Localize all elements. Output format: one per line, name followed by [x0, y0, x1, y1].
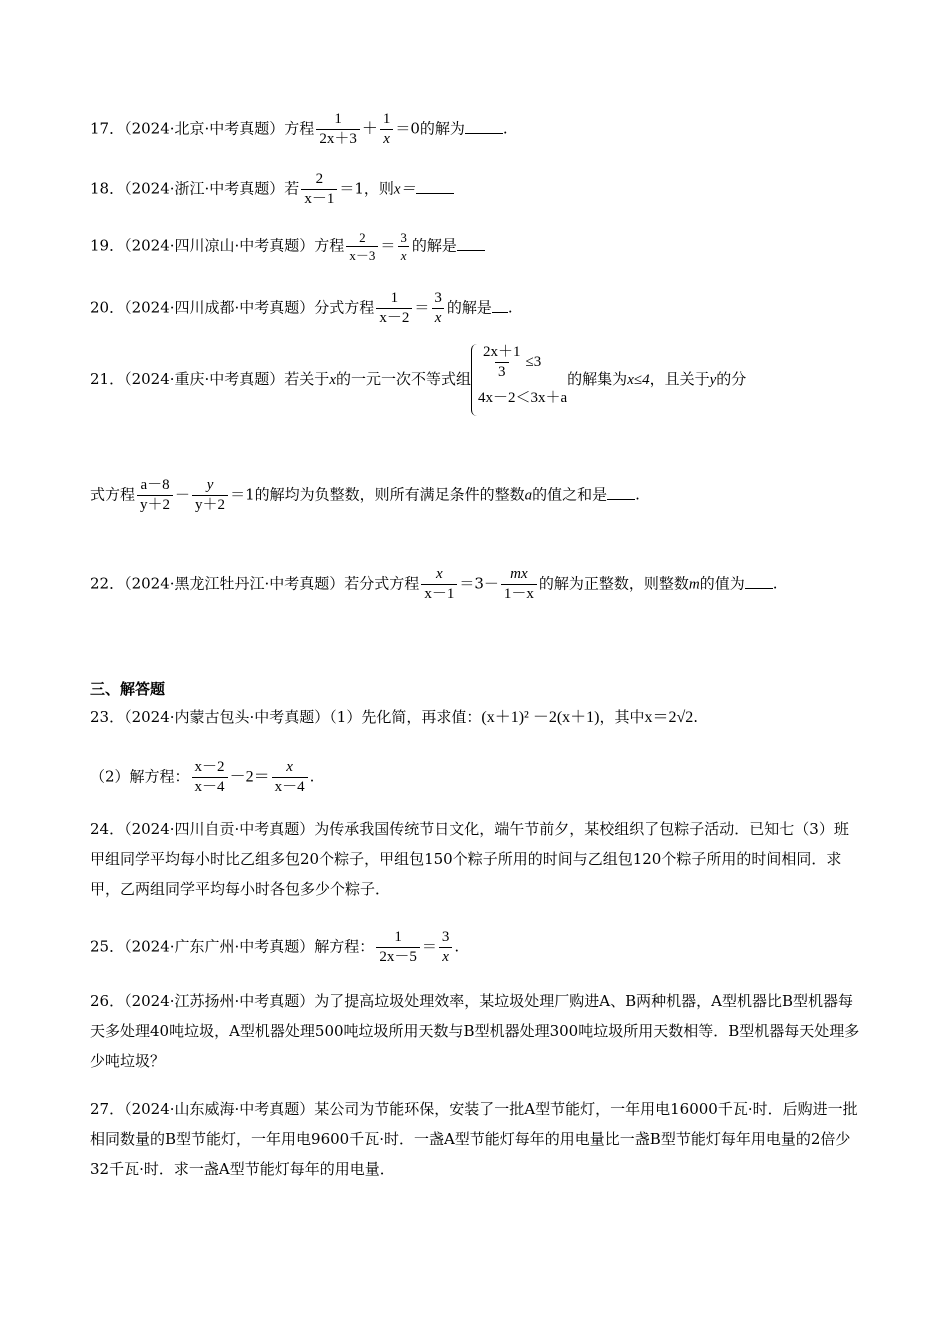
operator: ＝ — [380, 236, 396, 255]
question-number: 20． — [90, 298, 125, 317]
question-number: 17． — [90, 119, 125, 138]
fraction — [439, 930, 453, 965]
fraction — [192, 760, 228, 795]
denominator: x－4 — [192, 777, 228, 795]
denominator: x－1 — [301, 189, 337, 207]
denominator: x — [439, 947, 452, 965]
denominator: x — [398, 246, 410, 262]
question-text: 的值之和是 — [532, 485, 608, 504]
expression: (x＋1)² －2(x＋1) — [481, 709, 600, 726]
numerator: a－8 — [140, 477, 170, 493]
denominator: x－3 — [346, 246, 378, 262]
question-text: ＝1，则 — [339, 179, 394, 198]
question-source: （2024·四川凉山·中考真题）方程 — [124, 236, 345, 255]
question-text: 式方程 — [90, 485, 136, 504]
punctuation: . — [693, 708, 699, 726]
question-23-part-2 — [90, 760, 314, 795]
question-text: 的值为 — [699, 574, 745, 593]
punctuation: . — [309, 767, 315, 786]
denominator: x — [432, 308, 445, 326]
question-17 — [90, 112, 508, 147]
numerator: 1 — [390, 290, 399, 306]
variable: m — [688, 576, 700, 593]
denominator: x－1 — [421, 584, 457, 602]
denominator: x — [380, 129, 393, 147]
numerator: x－2 — [194, 759, 225, 775]
question-24: 24．（2024·四川自贡·中考真题）为传承我国传统节日文化，端午节前夕，某校组织了包粽子活动．已知七（3）班甲组同学平均每小时比乙组多包20个粽子，甲组包150个粽子所用的时间与乙组包120个粽子所用的时间相同．求甲，乙两组同学平均每小时各包多少个粽子． — [90, 820, 849, 898]
question-source: （2024·内蒙古包头·中考真题）（1）先化简，再求值： — [124, 708, 482, 726]
answer-blank[interactable] — [457, 250, 485, 251]
numerator: 3 — [441, 929, 450, 945]
fraction — [431, 291, 445, 326]
fraction — [137, 478, 173, 513]
answer-blank[interactable] — [607, 499, 635, 500]
relation: ≤3 — [525, 353, 542, 370]
question-source: （2024·北京·中考真题）方程 — [124, 119, 315, 138]
answer-blank[interactable] — [745, 588, 773, 589]
punctuation: . — [502, 119, 508, 138]
denominator: x－4 — [272, 777, 308, 795]
question-number: 23． — [90, 708, 125, 726]
denominator: 2x＋3 — [316, 129, 360, 147]
question-text: （2）解方程： — [90, 767, 190, 786]
question-text: ，且关于 — [649, 370, 710, 388]
answer-blank[interactable] — [465, 133, 503, 134]
fraction — [376, 930, 420, 965]
denominator: 1－x — [501, 584, 537, 602]
variable: a — [524, 487, 533, 504]
operator: ＝ — [421, 937, 437, 956]
given-value: x＝2√2 — [644, 709, 694, 726]
fraction — [397, 231, 410, 262]
answer-blank[interactable] — [416, 193, 454, 194]
question-25 — [90, 930, 459, 965]
question-text: 的分 — [716, 370, 747, 388]
question-source: （2024·四川成都·中考真题）分式方程 — [124, 298, 375, 317]
fraction — [421, 567, 457, 602]
question-18 — [90, 172, 454, 207]
numerator: x — [435, 566, 443, 582]
denominator: 3 — [495, 362, 509, 380]
solution-set: x≤4 — [627, 372, 650, 388]
question-23 — [90, 710, 698, 726]
inequality-row: 4x－2＜3x＋a — [478, 389, 568, 406]
question-20 — [90, 291, 513, 326]
numerator: 2 — [359, 230, 366, 245]
operator: －2＝ — [229, 768, 270, 786]
question-21 — [90, 344, 746, 416]
operator: ＝1 — [230, 485, 255, 504]
question-text: 的解集为 — [567, 370, 628, 388]
question-text: 的解均为负整数，则所有满足条件的整数 — [254, 485, 525, 504]
question-26: 26．（2024·江苏扬州·中考真题）为了提高垃圾处理效率，某垃圾处理厂购进A、B两种机器，A型机器比B型机器每天多处理40吨垃圾，A型机器处理500吨垃圾所用天数与B型机器处理300吨垃圾所用天数相等．B型机器每天处理多少吨垃圾？ — [90, 992, 860, 1070]
question-number: 22． — [90, 574, 125, 593]
operator: ＝3－ — [459, 574, 499, 593]
variable: x＝ — [393, 181, 416, 198]
fraction — [192, 478, 228, 513]
fraction — [316, 112, 360, 147]
question-text: 的解是 — [446, 298, 492, 317]
question-text: ，其中 — [599, 708, 645, 726]
numerator: x — [286, 759, 293, 775]
numerator: 3 — [434, 290, 442, 306]
denominator: y＋2 — [192, 495, 228, 513]
fraction — [301, 172, 337, 207]
fraction — [480, 345, 524, 380]
variable: x — [329, 372, 336, 388]
question-number: 25． — [90, 937, 125, 956]
question-number: 18． — [90, 179, 125, 198]
question-21-continued — [90, 478, 640, 513]
numerator: mx — [510, 566, 528, 582]
question-text: ＝0的解为 — [395, 119, 465, 138]
denominator: x－2 — [376, 308, 412, 326]
numerator: 1 — [382, 111, 391, 127]
denominator: y＋2 — [137, 495, 173, 513]
numerator: y — [206, 477, 214, 493]
operator: ＋ — [361, 120, 378, 138]
question-text: 的一元一次不等式组 — [335, 370, 471, 388]
numerator: 1 — [334, 111, 342, 127]
operator: ＝ — [414, 298, 430, 317]
fraction — [376, 291, 412, 326]
question-number: 19． — [90, 236, 125, 255]
fraction — [272, 760, 308, 795]
question-source: （2024·重庆·中考真题）若关于 — [124, 370, 330, 388]
fraction — [380, 112, 394, 147]
fraction — [346, 231, 378, 262]
numerator: 1 — [394, 929, 402, 945]
question-22 — [90, 567, 778, 602]
question-source: （2024·浙江·中考真题）若 — [124, 179, 300, 198]
section-heading: 三、解答题 — [90, 680, 166, 698]
question-source: （2024·广东广州·中考真题）解方程： — [124, 937, 375, 956]
fraction — [501, 567, 537, 602]
inequality-system — [471, 344, 567, 416]
punctuation: . — [507, 298, 513, 317]
question-text: 的解是 — [411, 236, 457, 255]
question-text: 的解为正整数，则整数 — [538, 574, 689, 593]
question-number: 21． — [90, 370, 125, 388]
question-27: 27．（2024·山东威海·中考真题）某公司为节能环保，安装了一批A型节能灯，一年用电16000千瓦·时．后购进一批相同数量的B型节能灯，一年用电9600千瓦·时．一盏A型节能灯每年的用电量比一盏B型节能灯每年用电量的2倍少32千瓦·时．求一盏A型节能灯每年的用电量． — [90, 1100, 858, 1178]
question-19 — [90, 231, 485, 262]
variable: y — [709, 372, 717, 388]
numerator: 3 — [400, 230, 407, 245]
punctuation: . — [454, 937, 460, 956]
numerator: 2 — [315, 171, 324, 187]
numerator: 2x＋1 — [483, 343, 521, 360]
answer-blank[interactable] — [492, 312, 508, 313]
question-source: （2024·黑龙江牡丹江·中考真题）若分式方程 — [124, 574, 420, 593]
punctuation: . — [772, 574, 778, 593]
punctuation: . — [635, 485, 640, 504]
denominator: 2x－5 — [376, 947, 420, 965]
operator: － — [175, 485, 191, 504]
